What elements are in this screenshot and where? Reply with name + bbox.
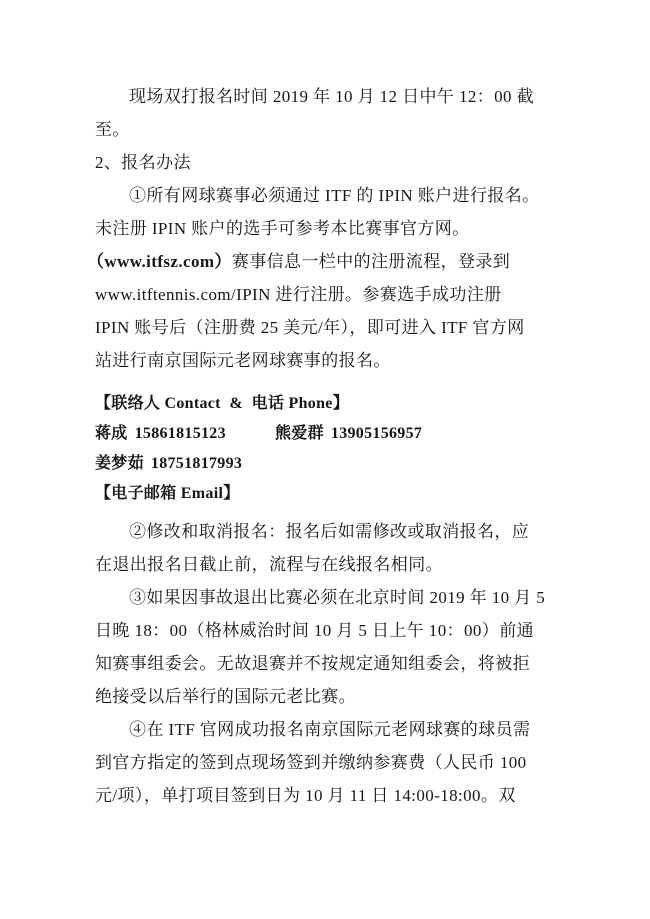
contact-phone: 18751817993 <box>150 455 243 472</box>
withdraw-line-3: 知赛事组委会。无故退赛并不按规定通知组委会，将被拒 <box>95 654 530 673</box>
withdraw-line-1: ③如果因事故退出比赛必须在北京时间 2019 年 10 月 5 <box>129 588 546 607</box>
contact-pair-1 <box>95 419 275 449</box>
deadline-line-2: 至。 <box>95 120 130 139</box>
registration-line-2: 未注册 IPIN 账户的选手可参考本比赛事官方网。 <box>95 219 470 238</box>
registration-line-3 <box>87 245 560 278</box>
tournament-website-url: （www.itfsz.com） <box>87 252 232 271</box>
contact-name: 姜梦茹 <box>95 455 144 472</box>
email-header: 【电子邮箱 Email】 <box>95 485 240 502</box>
contact-row-1 <box>95 419 560 449</box>
signin-line-1: ④在 ITF 官网成功报名南京国际元老网球赛的球员需 <box>129 720 531 739</box>
registration-line-5: IPIN 账号后（注册费 25 美元/年），即可进入 ITF 官方网 <box>95 318 525 337</box>
registration-line-6: 站进行南京国际元老网球赛事的报名。 <box>95 351 391 370</box>
registration-line-4: www.itftennis.com/IPIN 进行注册。参赛选手成功注册 <box>95 285 502 304</box>
registration-line-1: ①所有网球赛事必须通过 ITF 的 IPIN 账户进行报名。 <box>129 186 540 205</box>
signin-line-3: 元/项），单打项目签到日为 10 月 11 日 14:00-18:00。双 <box>95 786 516 805</box>
deadline-line-1: 现场双打报名时间 2019 年 10 月 12 日中午 12：00 截 <box>129 87 534 106</box>
registration-line-3-text: 赛事信息一栏中的注册流程，登录到 <box>231 252 511 271</box>
modify-line-1: ②修改和取消报名：报名后如需修改或取消报名，应 <box>129 522 530 541</box>
withdraw-line-2: 日晚 18：00（格林威治时间 10 月 5 日上午 10：00）前通 <box>95 621 534 640</box>
modify-line-2: 在退出报名日截止前，流程与在线报名相同。 <box>95 555 443 574</box>
withdraw-line-4: 绝接受以后举行的国际元老比赛。 <box>95 687 356 706</box>
contact-name: 熊爱群 <box>275 425 324 442</box>
document-content <box>87 80 560 812</box>
section-heading: 2、报名办法 <box>95 153 191 172</box>
contact-phone: 15861815123 <box>134 425 226 442</box>
contact-phone: 13905156957 <box>330 425 423 442</box>
contact-header: 【联络人 Contact & 电话 Phone】 <box>95 395 350 412</box>
signin-line-2: 到官方指定的签到点现场签到并缴纳参赛费（人民币 100 <box>95 753 527 772</box>
contact-row-2 <box>95 449 560 479</box>
contact-pair-2 <box>275 425 422 442</box>
contact-name: 蒋成 <box>95 425 128 442</box>
